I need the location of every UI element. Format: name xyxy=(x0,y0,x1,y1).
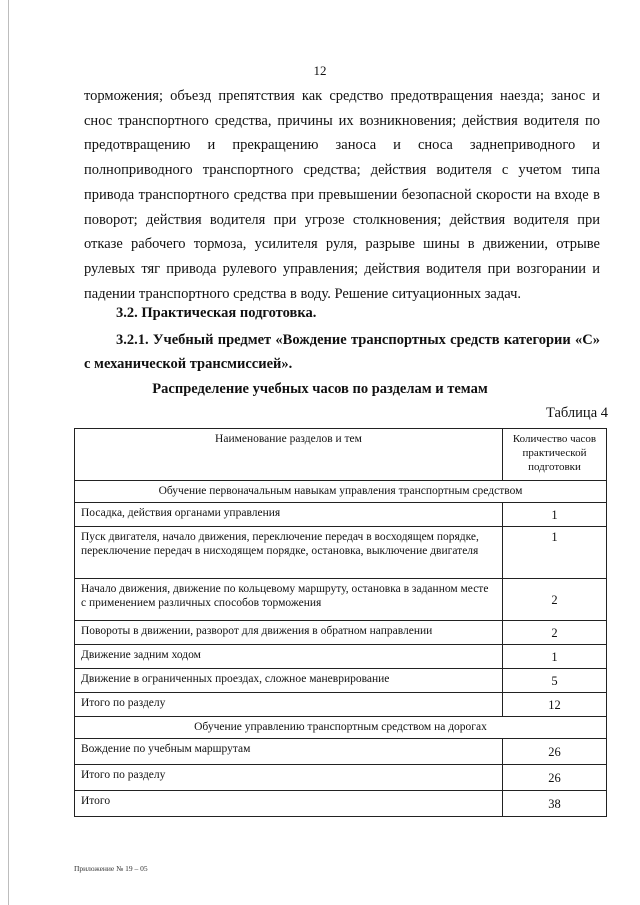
header-name-cell: Наименование разделов и тем xyxy=(75,429,503,481)
topic-cell: Итого xyxy=(75,791,503,817)
topic-cell: Движение в ограниченных проездах, сложное маневрирование xyxy=(75,669,503,693)
hours-cell: 2 xyxy=(503,579,607,621)
hours-cell: 1 xyxy=(503,503,607,527)
table-row xyxy=(75,739,607,765)
table-row xyxy=(75,669,607,693)
distribution-heading: Распределение учебных часов по разделам и темам xyxy=(152,381,488,397)
table-caption: Таблица 4 xyxy=(545,405,608,421)
topic-cell: Начало движения, движение по кольцевому маршруту, остановка в заданном месте с применением различных способов торможения xyxy=(75,579,503,621)
topic-cell: Пуск двигателя, начало движения, переключение передач в восходящем порядке, переключение передач в нисходящем порядке, остановка, выключение двигателя xyxy=(75,527,503,579)
section-row xyxy=(75,717,607,739)
hours-cell: 26 xyxy=(503,765,607,791)
hours-cell: 5 xyxy=(503,669,607,693)
table-header-row xyxy=(75,429,607,481)
hours-cell: 12 xyxy=(503,693,607,717)
hours-cell: 26 xyxy=(503,739,607,765)
table-row xyxy=(75,527,607,579)
section-row xyxy=(75,481,607,503)
hours-cell: 1 xyxy=(503,645,607,669)
table-row xyxy=(75,579,607,621)
section-heading: 3.2. Практическая подготовка. xyxy=(116,305,317,321)
section-title-cell: Обучение первоначальным навыкам управления транспортным средством xyxy=(75,481,607,503)
topic-cell: Итого по разделу xyxy=(75,765,503,791)
topic-cell: Повороты в движении, разворот для движения в обратном направлении xyxy=(75,621,503,645)
hours-cell: 38 xyxy=(503,791,607,817)
footer-note: Приложение № 19 – 05 xyxy=(74,864,148,873)
section-title-cell: Обучение управлению транспортным средством на дорогах xyxy=(75,717,607,739)
topic-cell: Движение задним ходом xyxy=(75,645,503,669)
table-row xyxy=(75,765,607,791)
table-row-total xyxy=(75,791,607,817)
body-paragraph-text: торможения; объезд препятствия как средство предотвращения наезда; занос и снос транспортного средства, причины их возникновения; действия водителя по предотвращению и прекращению заноса и сноса заднеприводного и полноприводного транспортного средства; действия водителя с учетом типа привода транспортного средства при превышении безопасной скорости на входе в поворот; действия водителя при угрозе столкновения; действия водителя при отказе рабочего тормоза, усилителя руля, разрыве шины в движении, отрыве рулевых тяг привода рулевого управления; действия водителя при возгорании и падении транспортного средства в воду. Решение ситуационных задач. xyxy=(84,88,600,302)
hours-table xyxy=(74,428,607,817)
subject-heading: 3.2.1. Учебный предмет «Вождение транспортных средств категории «С» с механической трансмиссией». xyxy=(84,332,600,372)
table-row xyxy=(75,621,607,645)
topic-cell: Итого по разделу xyxy=(75,693,503,717)
topic-cell: Вождение по учебным маршрутам xyxy=(75,739,503,765)
header-hours-cell: Количество часов практической подготовки xyxy=(503,429,607,481)
table-row xyxy=(75,645,607,669)
page-number: 12 xyxy=(313,63,327,78)
hours-cell: 2 xyxy=(503,621,607,645)
page-edge xyxy=(8,0,9,905)
table-row xyxy=(75,693,607,717)
topic-cell: Посадка, действия органами управления xyxy=(75,503,503,527)
table-row xyxy=(75,503,607,527)
hours-cell: 1 xyxy=(503,527,607,579)
body-paragraph xyxy=(84,84,600,306)
